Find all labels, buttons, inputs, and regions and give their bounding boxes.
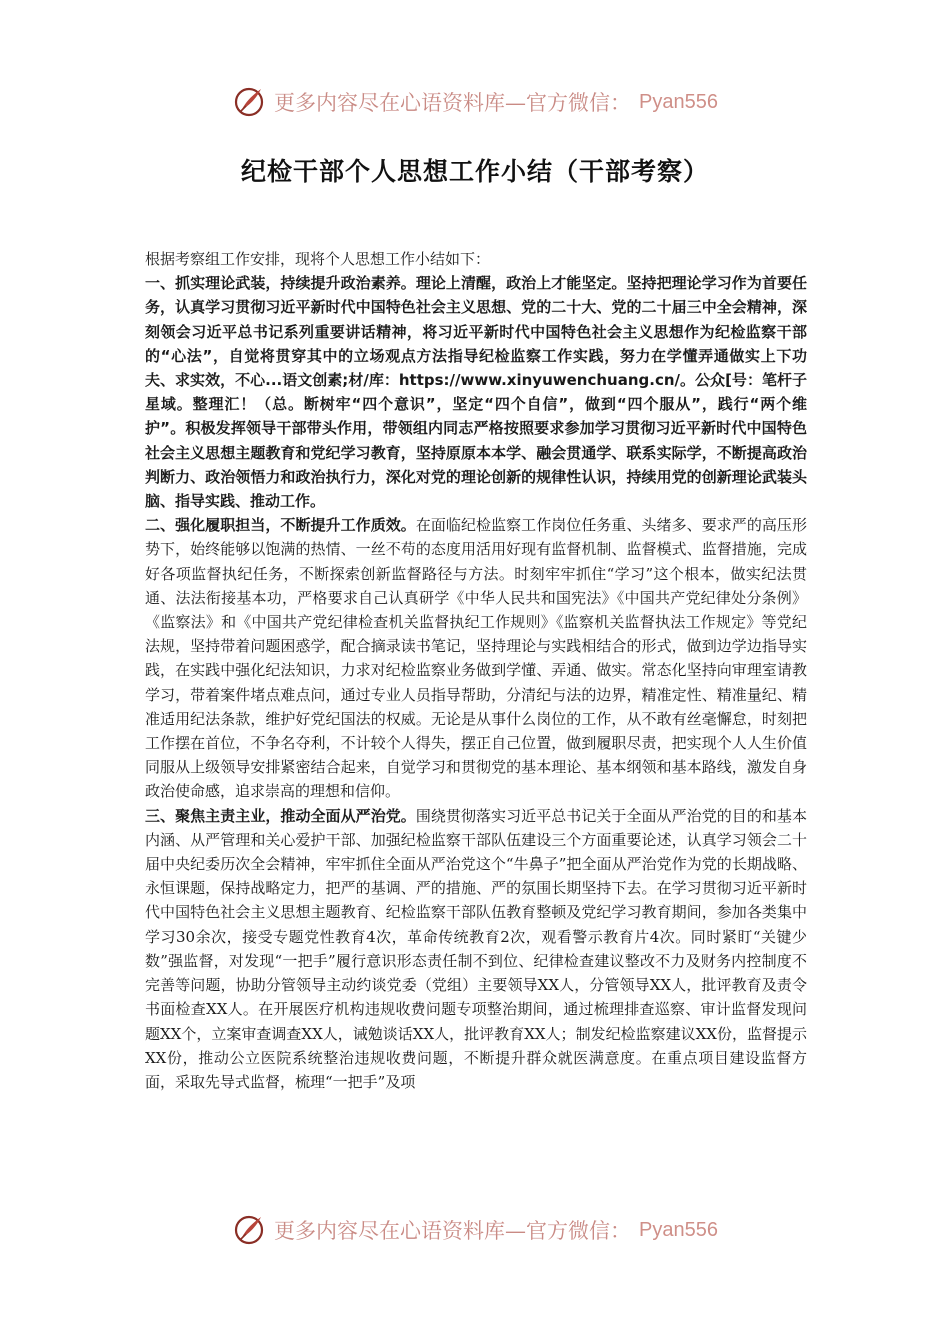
bottom-watermark-banner — [0, 1210, 950, 1250]
intro-paragraph: 根据考察组工作安排，现将个人思想工作小结如下： — [145, 250, 491, 268]
section-2-paragraph — [145, 513, 807, 803]
section-3-body: 围绕贯彻落实习近平总书记关于全面从严治党的目的和基本内涵、从严管理和关心爱护干部、加强纪检监察干部队伍建设三个方面重要论述，认真学习领会二十届中央纪委历次全会精神，牢牢抓住全面从严治党这个“牛鼻子”把全面从严治党作为党的长期战略、永恒课题，保持战略定力，把严的基调、严的措施、严的氛围长期坚持下去。在学习贯彻习近平新时代中国特色社会主义思想主题教育、纪检监察干部队伍教育整顿及党纪学习教育期间，参加各类集中学习30余次，接受专题党性教育4次，革命传统教育2次，观看警示教育片4次。同时紧盯“关键少数”强监督，对发现“一把手”履行意识形态责任制不到位、纪律检查建议整改不力及财务内控制度不完善等问题，协助分管领导主动约谈党委（党组）主要领导XX人，分管领导XX人，批评教育及责令书面检查XX人。在开展医疗机构违规收费问题专项整治期间，通过梳理排查巡察、审计监督发现问题XX个，立案审查调查XX人，诫勉谈话XX人，批评教育XX人；制发纪检监察建议XX份，监督提示XX份，推动公立医院系统整治违规收费问题，不断提升群众就医满意度。在重点项目建设监督方面，采取先导式监督，梳理“一把手”及项 — [145, 806, 807, 1091]
top-watermark-banner — [0, 82, 950, 122]
wechat-id: Pyan556 — [639, 90, 718, 113]
wechat-id: Pyan556 — [639, 1218, 718, 1241]
section-2-body: 在面临纪检监察工作岗位任务重、头绪多、要求严的高压形势下，始终能够以饱满的热情、一丝不苟的态度用活用好现有监督机制、监督模式、监督措施，完成好各项监督执纪任务，不断探索创新监督路径与方法。时刻牢牢抓住“学习”这个根本，做实纪法贯通、法法衔接基本功，严格要求自己认真研学《中华人民共和国宪法》《中国共产党纪律处分条例》《监察法》和《中国共产党纪律检查机关监督执纪工作规则》《监察机关监督执法工作规定》等党纪法规，坚持带着问题困惑学，配合摘录读书笔记，坚持理论与实践相结合的形式，做到边学边指导实践，在实践中强化纪法知识，力求对纪检监察业务做到学懂、弄通、做实。常态化坚持向审理室请教学习，带着案件堵点难点问，通过专业人员指导帮助，分清纪与法的边界，精准定性、精准量纪、精准适用纪法条款，维护好党纪国法的权威。无论是从事什么岗位的工作，从不敢有丝毫懈怠，时刻把工作摆在首位，不争名夺利，不计较个人得失，摆正自己位置，做到履职尽责，把实现个人人生价值同服从上级领导安排紧密结合起来，自觉学习和贯彻党的基本理论、基本纲领和基本路线，激发自身政治使命感，追求崇高的理想和信仰。 — [145, 516, 807, 801]
banner-text: 更多内容尽在心语资料库—官方微信： — [274, 1219, 632, 1243]
quill-pen-logo-icon — [232, 1213, 266, 1247]
banner-text: 更多内容尽在心语资料库—官方微信： — [274, 91, 632, 115]
quill-pen-logo-icon — [232, 85, 266, 119]
section-3-paragraph — [145, 804, 807, 1094]
document-body — [145, 247, 807, 1094]
section-1-paragraph: 一、抓实理论武装，持续提升政治素养。理论上清醒，政治上才能坚定。坚持把理论学习作为首要任务，认真学习贯彻习近平新时代中国特色社会主义思想、党的二十大、党的二十届三中全会精神，深刻领会习近平总书记系列重要讲话精神，将习近平新时代中国特色社会主义思想作为纪检监察干部的“心法”，自觉将贯穿其中的立场观点方法指导纪检监察工作实践，努力在学懂弄通做实上下功夫、求实效，不心...语文创素;材/库：https://www.xinyuwenchuang.cn/。公众[号：笔杆子星域。整理汇！（总。断树牢“四个意识”，坚定“四个自信”，做到“四个服从”，践行“两个维护”。积极发挥领导干部带头作用，带领组内同志严格按照要求参加学习贯彻习近平新时代中国特色社会主义思想主题教育和党纪学习教育，坚持原原本本学、融会贯通学、联系实际学，不断提高政治判断力、政治领悟力和政治执行力，深化对党的理论创新的规律性认识，持续用党的创新理论武装头脑、指导实践、推动工作。 — [145, 274, 807, 511]
section-3-heading: 三、聚焦主责主业，推动全面从严治党。 — [145, 806, 416, 825]
page-title: 纪检干部个人思想工作小结（干部考察） — [240, 157, 709, 186]
section-2-heading: 二、强化履职担当，不断提升工作质效。 — [145, 516, 416, 535]
